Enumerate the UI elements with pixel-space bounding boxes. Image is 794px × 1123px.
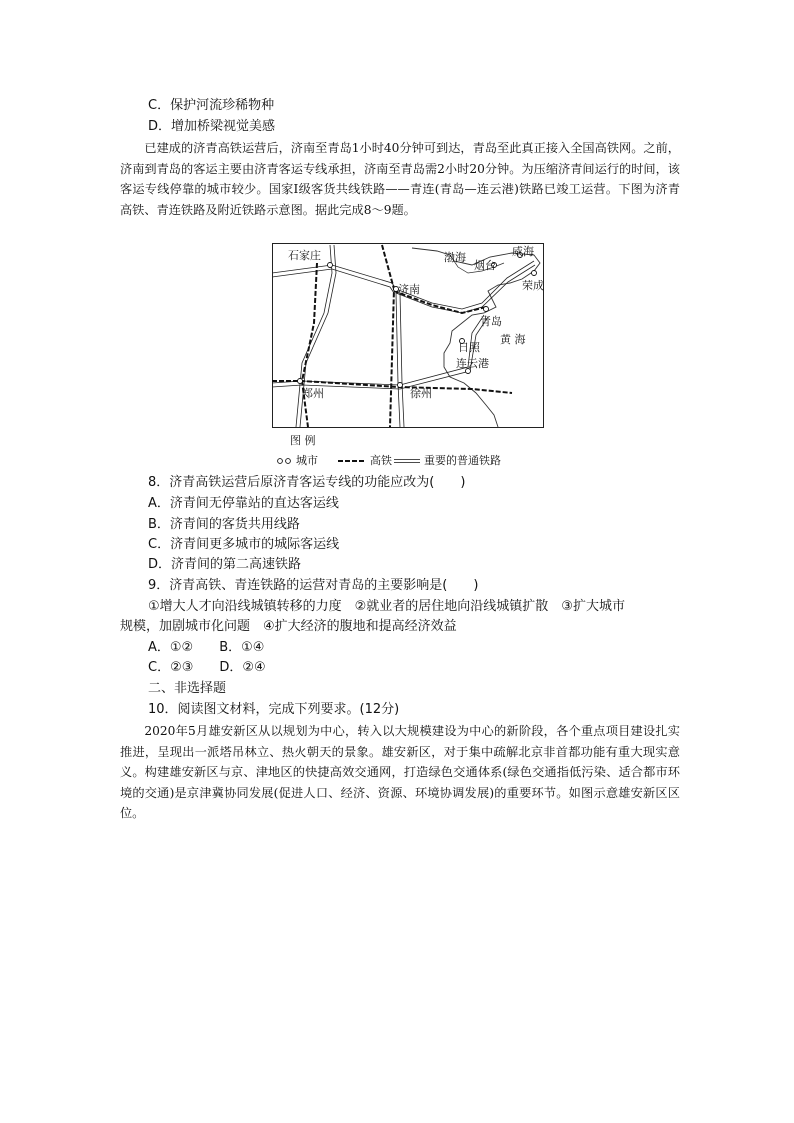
q8-option-d: D．济青间的第二高速铁路: [148, 557, 302, 572]
intro-paragraph: 已建成的济青高铁运营后，济南至青岛1小时40分钟可到达，青岛至此真正接入全国高铁网。之前，济南到青岛的客运主要由济青客运专线承担，济南至青岛需2小时20分钟。为压缩济青间运行的时间，该客运专线停靠的城市较少。国家Ⅰ级客货共线铁路——青连(青岛—连云港)铁路已竣工运营。下图为济青高铁、青连铁路及附近铁路示意图。据此完成8～9题。: [120, 141, 680, 217]
label-shijiazhuang: 石家庄: [288, 249, 321, 262]
q9-statements-1: ①增大人才向沿线城镇转移的力度 ②就业者的居住地向沿线城镇扩散 ③扩大城市: [148, 599, 625, 614]
legend-city-symbol: [278, 459, 283, 464]
city-marker-qingdao: [484, 307, 489, 312]
label-lianyungang: 连云港: [456, 357, 489, 370]
label-rizhao: 日照: [458, 341, 480, 354]
label-yantai: 烟台: [474, 259, 496, 272]
legend-title: 图 例: [290, 434, 316, 447]
label-weihai: 威海: [512, 245, 534, 258]
legend-hsr-label: 高铁: [370, 454, 392, 467]
city-marker-rongcheng: [532, 271, 537, 276]
q10-paragraph: 2020年5月雄安新区从以规划为中心，转入以大规模建设为中心的新阶段，各个重点项目建设扎实推进，呈现出一派塔吊林立、热火朝天的景象。雄安新区，对于集中疏解北京非首都功能有重大现实意义。构建雄安新区与京、津地区的快捷高效交通网，打造绿色交通体系(绿色交通指低污染、适合都市环境的交通)是京津冀协同发展(促进人口、经济、资源、环境协调发展)的重要环节。如图示意雄安新区区位。: [120, 724, 680, 821]
q8-option-a: A．济青间无停靠站的直达客运线: [148, 496, 339, 511]
q9-stem: 9．济青高铁、青连铁路的运营对青岛的主要影响是( ): [148, 578, 479, 593]
legend-city-label: 城市: [296, 454, 318, 467]
city-marker-xuzhou: [398, 383, 403, 388]
label-jinan: 济南: [398, 283, 420, 296]
q9-options-cd: C．②③ D．②④: [148, 660, 266, 675]
label-qingdao: 青岛: [480, 315, 502, 328]
city-marker-shijiazhuang: [328, 263, 333, 268]
legend-rail-label: 重要的普通铁路: [424, 454, 501, 467]
city-marker-zhengzhou: [298, 379, 303, 384]
q8-stem: 8．济青高铁运营后原济青客运专线的功能应改为( ): [148, 475, 466, 490]
option-c-prev: C．保护河流珍稀物种: [148, 98, 275, 113]
q9-statements-2: 规模，加剧城市化问题 ④扩大经济的腹地和提高经济效益: [120, 619, 457, 634]
label-zhengzhou: 郑州: [302, 387, 324, 400]
label-xuzhou: 徐州: [410, 387, 432, 400]
q9-options-ab: A．①② B．①④: [148, 640, 265, 655]
legend: [274, 454, 534, 470]
q8-option-b: B．济青间的客货共用线路: [148, 517, 300, 532]
option-d-prev: D．增加桥梁视觉美感: [148, 119, 276, 134]
label-rongcheng: 荣成: [522, 279, 544, 292]
q8-option-c: C．济青间更多城市的城际客运线: [148, 537, 340, 552]
label-bohai: 渤海: [444, 251, 466, 264]
q10-stem: 10．阅读图文材料，完成下列要求。(12分): [148, 702, 400, 717]
section-heading: 二、非选择题: [148, 681, 227, 696]
railway-map: [272, 243, 544, 428]
label-huanghai: 黄 海: [500, 333, 526, 346]
